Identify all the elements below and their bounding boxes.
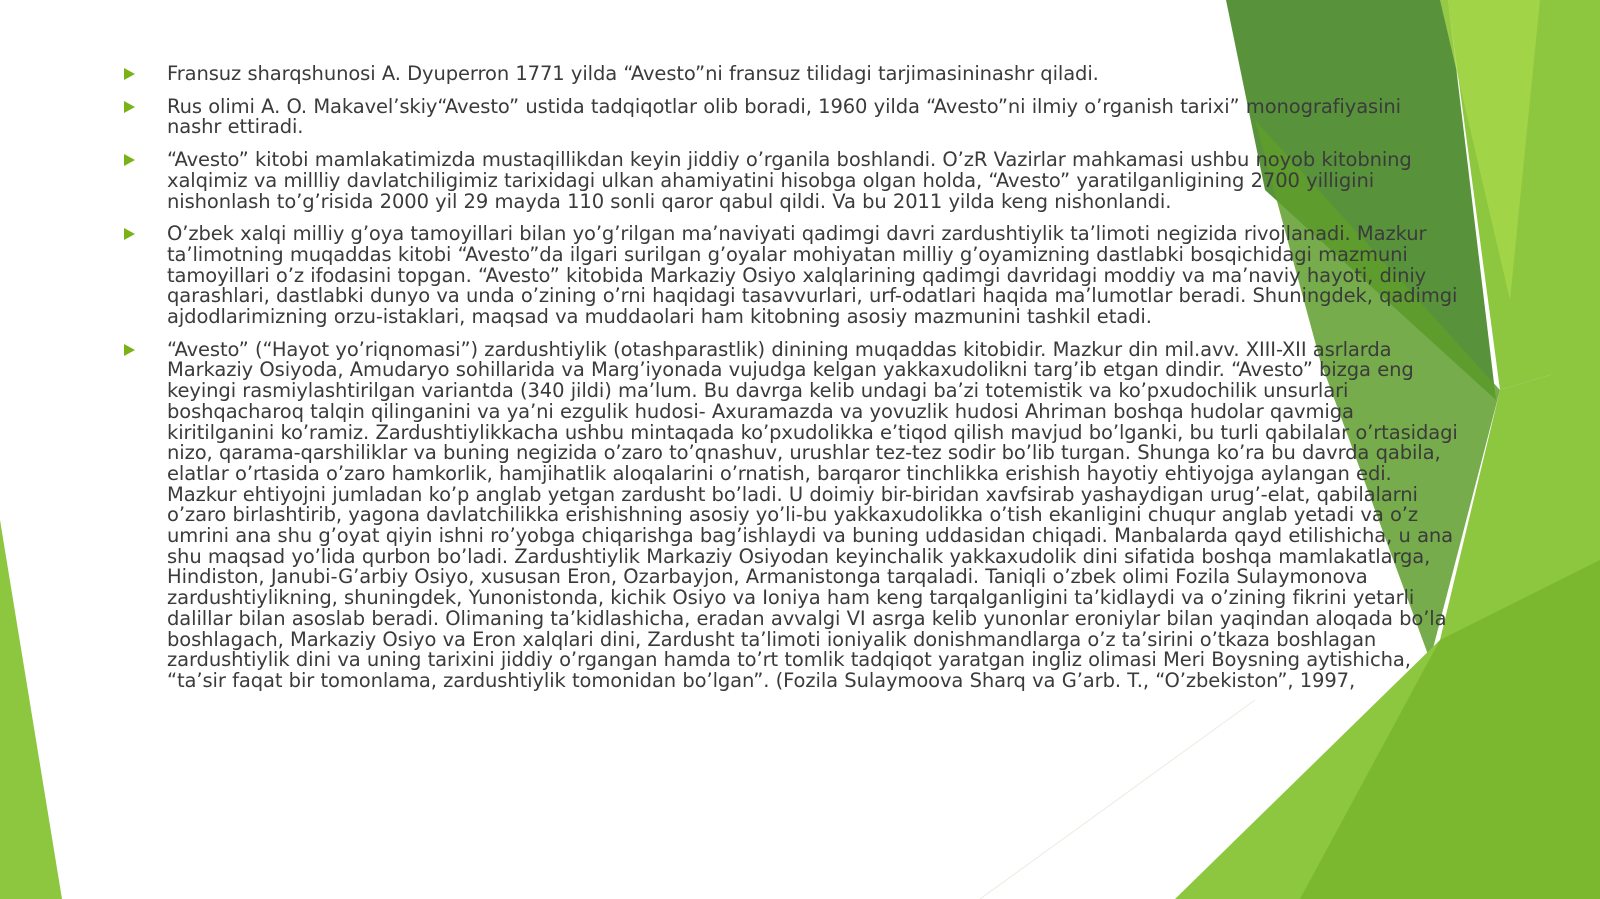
bullet-text: “Avesto” (“Hayot yo’riqnomasi”) zardushtiylik (otashparastlik) dinining muqaddas kitobidir. Mazkur din mil.avv. XIII-XII asrlarda Markaziy Osiyoda, Amudaryo sohillarida va Marg’iyonada vujudga kelgan yakkaxudolikni targ’ib etgan dindir. “Avesto” bizga eng keyingi rasmiylashtirilgan variantda (340 jildi) ma’lum. Bu davrga kelib undagi ba’zi totemistik va ko’pxudochilik unsurlari boshqacharoq talqin qilinganini va ya’ni ezgulik hudosi- Axuramazda va yovuzlik hudosi Ahriman boshqa hudolar qavmiga kiritilganini ko’ramiz. Zardushtiylikkacha ushbu mintaqada ko’pxudolikka e’tiqod qilish mavjud bo’lganki, bu turli qabilalar o’rtasidagi nizo, qarama-qarshiliklar va buning negizida o’zaro to’qnashuv, urushlar tez-tez sodir bo’lib turgan. Shunga ko’ra bu davrda qabila, elatlar o’rtasida o’zaro hamkorlik, hamjihatlik aloqalarini o’rnatish, barqaror tinchlikka erishish hayotiy ehtiyojga aylangan edi. Mazkur ehtiyojni jumladan ko’p anglab yetgan zardusht bo’ladi. U doimiy bir-biridan xavfsirab yashaydigan urug’-elat, qabilalarni o’zaro birlashtirib, yagona davlatchilikka erishishning asosiy yo’li-bu yakkaxudolikka o’tish ekanligini chuqur anglab yetadi va o’z umrini ana shu g’oyat qiyin ishni ro’yobga chiqarishga bag’ishlaydi va buning uddasidan chiqadi. Manbalarda qayd etilishicha, u ana shu maqsad yo’lida qurbon bo’ladi. Zardushtiylik Markaziy Osiyodan keyinchalik yakkaxudolik dini sifatida boshqa mamlakatlarga, Hindiston, Janubi-G’arbiy Osiyo, xususan Eron, Ozarbayjon, Armanistonga tarqaladi. Taniqli o’zbek olimi Fozila Sulaymonova zardushtiylikning, shuningdek, Yunonistonda, kichik Osiyo va Ioniya ham keng tarqalganligini ta’kidlaydi va o’zining fikrini yetarli dalillar bilan asoslab beradi. Olimaning ta’kidlashicha, eradan avvalgi VI asrga kelib yunonlar eroniylar bilan yaqindan aloqada bo’la boshlagach, Markaziy Osiyo va Eron xalqlari dini, Zardusht ta’limoti ioniyalik donishmandlarga o’z ta’sirini o’tkaza boshlagan zardushtiylik dini va uning tarixini jiddiy o’rgangan hamda to’rt tomlik tadqiqot yaratgan ingliz olimasi Meri Boysning aytishicha, “ta’sir faqat bir tomonlama, zardushtiylik tomonidan bo’lgan”. (Fozila Sulaymoova Sharq va G’arb. T., “O’zbekiston”, 1997, <box>167 337 1458 692</box>
triangle-right-icon <box>124 228 135 240</box>
bullet-text: “Avesto” kitobi mamlakatimizda mustaqillikdan keyin jiddiy o’rganila boshlandi. O’zR Vazirlar mahkamasi ushbu noyob kitobning xalqimiz va millliy davlatchiligimiz tarixidagi ulkan ahamiyatini hisobga olgan holda, “Avesto” yaratilganligining 2700 yilligini nishonlash to’g’risida 2000 yil 29 mayda 110 sonli qaror qabul qildi. Va bu 2011 yilda keng nishonlandi. <box>167 148 1412 213</box>
bullet-text: Rus olimi A. O. Makavel’skiy“Avesto” ustida tadqiqotlar olib boradi, 1960 yilda “Avesto”ni ilmiy o’rganish tarixi” monografiyasini nashr ettiradi. <box>167 94 1401 139</box>
triangle-right-icon <box>124 344 135 356</box>
bullet-item <box>118 64 1458 85</box>
triangle-right-icon <box>124 101 135 113</box>
triangle-right-icon <box>124 68 135 80</box>
bullet-text: Fransuz sharqshunosi A. Dyuperron 1771 yilda “Avesto”ni fransuz tilidagi tarjimasininashr qiladi. <box>167 62 1099 85</box>
bullet-text: O’zbek xalqi milliy g’oya tamoyillari bilan yo’g’rilgan ma’naviyati qadimgi davri zardushtiylik ta’limoti negizida rivojlanadi. Mazkur ta’limotning muqaddas kitobi “Avesto”da ilgari surilgan g’oyalar mohiyatan milliy g’oyamizning dastlabki bosqichidagi mazmuni tamoyillari o’z ifodasini topgan. “Avesto” kitobida Markaziy Osiyo xalqlarining qadimgi davridagi moddiy va ma’naviy hayoti, diniy qarashlari, dastlabki dunyo va unda o’zining o’rni haqidagi tasavvurlari, urf-odatlari haqida ma’lumotlar beradi. Shuningdek, qadimgi ajdodlarimizning orzu-istaklari, maqsad va muddaolari ham kitobning asosiy mazmunini tashkil etadi. <box>167 222 1458 329</box>
bullet-item <box>118 94 1458 139</box>
triangle-right-icon <box>124 154 135 166</box>
bullet-item <box>118 150 1458 212</box>
left-green-wedge <box>0 520 62 899</box>
bullet-list <box>118 64 1458 704</box>
bullet-item <box>118 337 1458 692</box>
bullet-item <box>118 224 1458 328</box>
